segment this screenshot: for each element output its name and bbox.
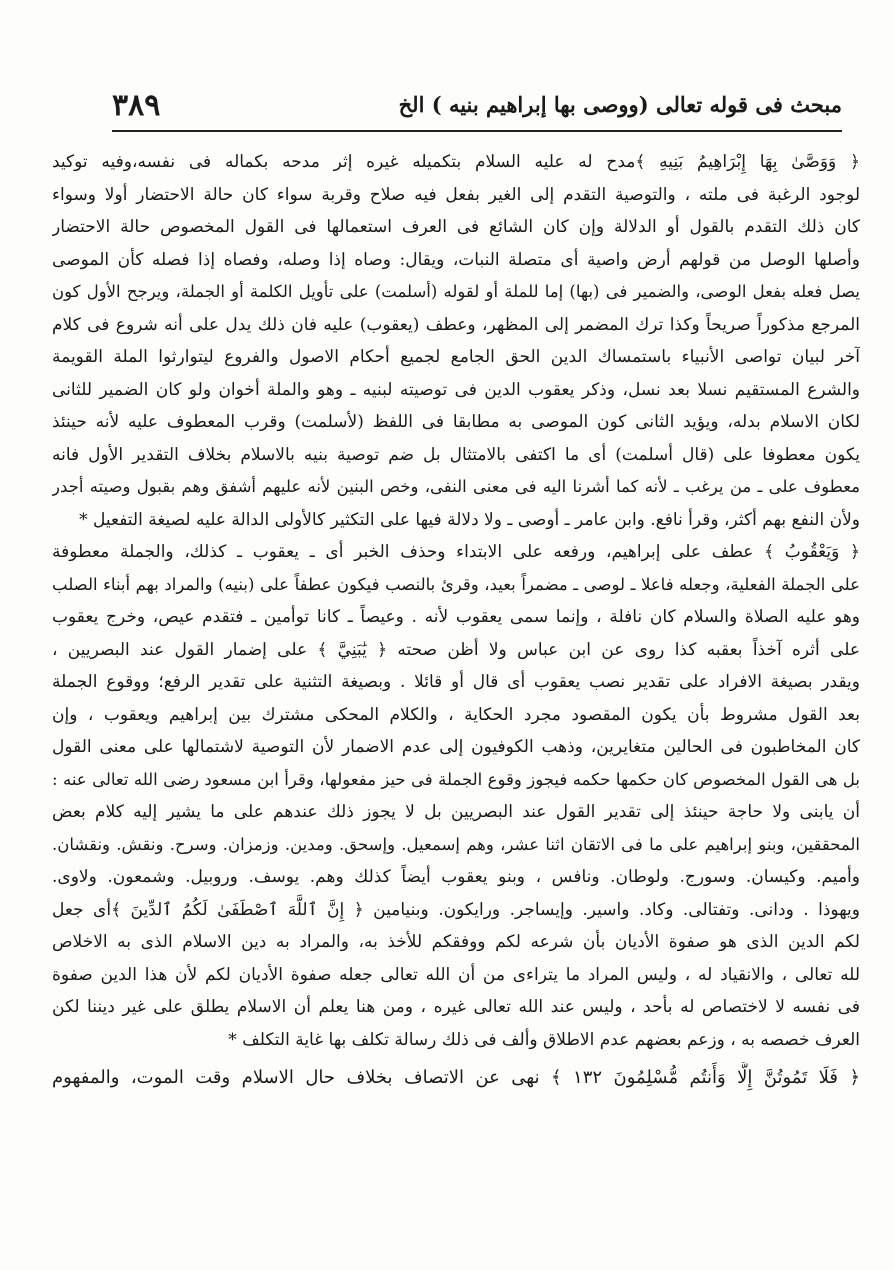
- text-line: المحققين، وبنو إبراهيم على ما فى الاتقان اثنا عشر، وهم إسمعيل. وإسحق. ومدين. وزمزان. وسرح. ونقش. ونقشان.: [52, 834, 860, 854]
- text-line: ﴿ وَوَصَّىٰ بِهَا إِبْرَاهِيمُ بَنِيهِ ﴾مدح له عليه السلام بتكميله غيره إثر مدحه بكماله فى نفسه،وفيه توكيد: [52, 152, 860, 172]
- text-line: ﴿ وَيَعْقُوبُ ﴾ عطف على إبراهيم، ورفعه على الابتداء وحذف الخبر أى ـ يعقوب ـ كذلك، والجملة معطوفة: [52, 542, 860, 562]
- text-line: ﴿ فَلَا تَمُوتُنَّ إِلَّا وَأَنتُم مُّسْلِمُونَ ١٣٢ ﴾ نهى عن الاتصاف بخلاف حال الاسلام وقت الموت، والمفهوم: [52, 1067, 860, 1088]
- text-line: أن يابنى ولا حاجة حينئذ إلى تقدير القول عند البصريين بل لا يجوز ذلك عندهم على ما يشير إليه كلام بعض: [52, 802, 860, 822]
- text-line: يصل فعله بفعل الوصى، والضمير فى (بها) إما للملة أو لقوله (أسلمت) على تأويل الكلمة أو الجملة، ويرجح الأول كون: [52, 282, 860, 301]
- paragraph-3: [52, 1062, 860, 1095]
- text-line: معطوف على ـ من يرغب ـ لأنه كما أشرنا اليه فى معنى النفى، وخص البنين لأنه عليهم أشفق وهم بقبول وصيته أجدر: [52, 477, 860, 496]
- text-line: لوجود الرغبة فى ملته ، والتوصية التقدم إلى الغير بفعل فيه صلاح وقربة سواء كان حالة الاحتضار أولا وسواء: [52, 184, 860, 205]
- text-line: كان المخاطبون فى الحالين متغايرين، وذهب الكوفيون إلى عدم الاضمار لأن التوصية لاشتمالها على معنى القول: [52, 737, 860, 757]
- body-text: [52, 146, 860, 1095]
- text-line: بل هى القول المخصوص كان حكمها حكمه فيجوز وقوع الجملة فى حيز مفعولها، وقرأ ابن مسعود رضى الله تعالى عنه :: [52, 769, 860, 789]
- text-line: والشرع المستقيم نسلا بعد نسل، وذكر يعقوب الدين فى توصيته لبنيه ـ وهو والملة أخوان ولو كان الضمير للثانى: [52, 379, 860, 400]
- header-rule: [112, 130, 842, 132]
- text-line: بعد القول مشروط بأن يكون المقصود مجرد الحكاية ، والكلام المحكى مشترك بين إبراهيم ويعقوب ، وإن: [52, 704, 860, 725]
- text-line: آخر لبيان تواصى الأنبياء باستمساك الدين الحق الجامع لجميع أحكام الاصول والفروع ليتوارثوا الملة القويمة: [52, 347, 860, 367]
- text-line: كان ذلك التقدم بالقول أو الدلالة وإن كان الشائع فى العرف استعمالها فى القول المخصوص حالة الاحتضار: [52, 217, 860, 237]
- text-line: وأصلها الوصل من قولهم أرض واصية أى متصلة النبات، ويقال: وصاه إذا وصله، وفصاه إذا فصله كأن الموصى: [52, 249, 860, 270]
- text-line: فى نفسه لا لاختصاص له بأحد ، وليس عند الله تعالى غيره ، ومن هنا يعلم أن الاسلام يطلق على غير ديننا لكن: [52, 997, 860, 1017]
- text-line: لله تعالى ، والانقياد له ، وليس المراد ما يتراءى من أن الله تعالى جعله صفوة الأديان لكم لأن هذا الدين صفوة: [52, 964, 860, 985]
- text-line: وهو عليه الصلاة والسلام كان نافلة ، وإنما سمى يعقوب لأنه . وعيصاً ـ كانا توأمين ـ فتقدم عيص، وخرج يعقوب: [52, 607, 860, 627]
- text-line: ولأن النفع بهم أكثر، وقرأ نافع. وابن عامر ـ أوصى ـ ولا دلالة فيها على التكثير كالأولى الدالة عليه لصيغة التفعيل *: [79, 509, 860, 530]
- text-line: ويهوذا . ودانى. وتفتالى. وكاد. واسير. وإيساجر. ورايكون. وبنيامين ﴿ إِنَّ ٱللَّهَ ٱصْطَفَىٰ لَكُمُ ٱلدِّينَ ﴾أى جعل: [52, 899, 860, 920]
- paragraph-2: [52, 536, 860, 1056]
- text-line: لكم الدين الذى هو صفوة الأديان بأن شرعه لكم ووفقكم للأخذ به، والمراد به دين الاسلام الذى به الاخلاص: [52, 932, 860, 952]
- text-line: ويقدر بصيغة الافراد على تقدير نصب يعقوب أى قال أو قائلا . وبصيغة التثنية على تقدير الرفع؛ ووقوع الجملة: [52, 672, 860, 692]
- text-line: يكون معطوفا على (قال أسلمت) أى ما اكتفى بالامتثال بل ضم توصية بنيه بالاسلام بخلاف التقدير الأول فانه: [52, 444, 860, 465]
- running-title: مبحث فى قوله تعالى (ووصى بها إبراهيم بنيه ) الخ: [398, 92, 842, 117]
- page-header: [112, 88, 842, 128]
- text-line: على الجملة الفعلية، وجعله فاعلا ـ لوصى ـ مضمراً بعيد، وقرئ بالنصب فيكون عطفاً على (بنيه) والمراد بهم أبناء الصلب: [52, 574, 860, 594]
- text-line: لكان الاسلام بدله، ويؤيد الثانى كون الموصى به مطابقا فى اللفظ (لأسلمت) وقرب المعطوف عليه لأنه حينئذ: [52, 412, 860, 432]
- text-line: المرجع مذكوراً صريحاً وكذا ترك المضمر إلى المظهر، وعطف (يعقوب) عليه فان ذلك يدل على أنه شروع فى كلام: [52, 314, 860, 335]
- paragraph-1: [52, 146, 860, 536]
- page-number: ٣٨٩: [112, 88, 161, 123]
- text-line: وأميم. وكيسان. وسورج. ولوطان. ونافس ، وبنو يعقوب أيضاً كذلك وهم. يوسف. وروبيل. وشمعون. ولاوى.: [52, 867, 860, 887]
- text-line: العرف خصصه به ، وزعم بعضهم عدم الاطلاق وألف فى ذلك رسالة تكلف بها غاية التكلف *: [228, 1029, 860, 1050]
- text-line: على أثره آخذاً بعقبه كذا روى عن ابن عباس ولا أظن صحته ﴿ يَٰبَنِيَّ ﴾ على إضمار القول عند البصريين ،: [52, 639, 860, 660]
